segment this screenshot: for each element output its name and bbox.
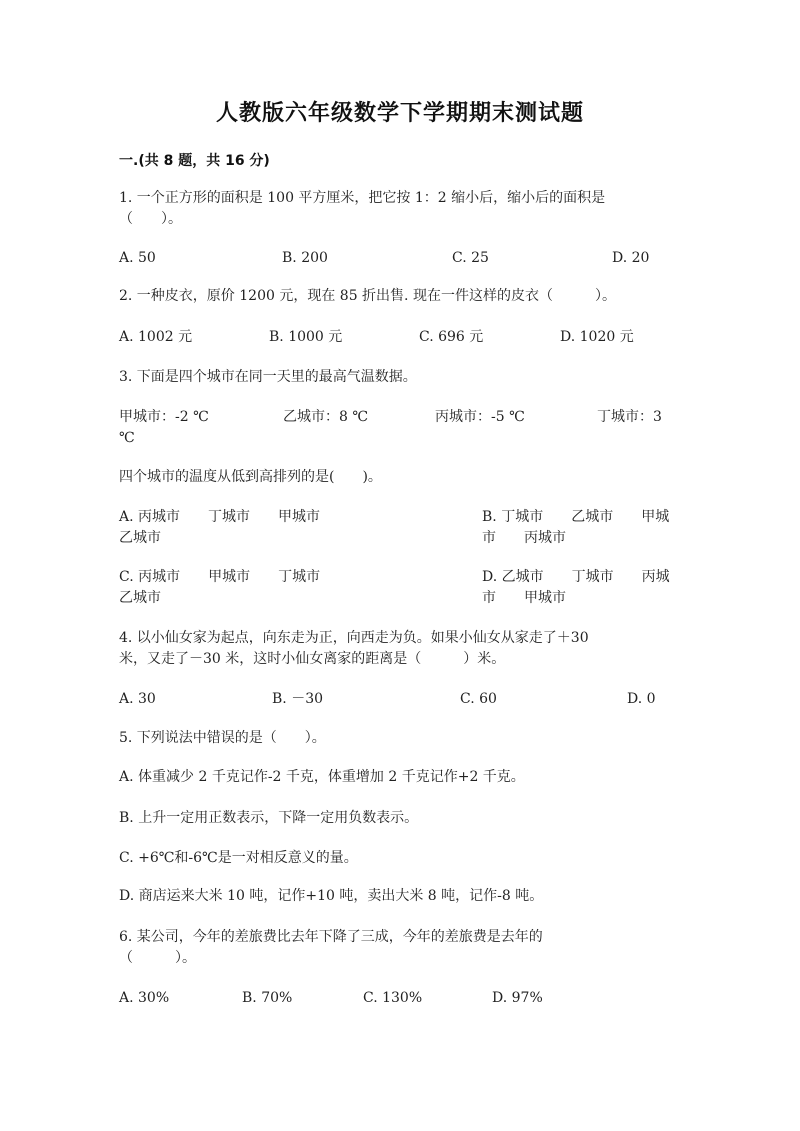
question-2-stem: 2. 一种皮衣，原价 1200 元，现在 85 折出售. 现在一件这样的皮衣（ ）。: [119, 288, 616, 304]
question-6-stem-line-2: （ ）。: [119, 950, 196, 966]
question-2-option-d[interactable]: D. 1020 元: [560, 329, 634, 345]
question-3-temp-yi: 乙城市：8 ℃: [283, 409, 369, 425]
question-5-stem: 5. 下列说法中错误的是（ ）。: [119, 730, 326, 746]
question-4-option-b[interactable]: B. －30: [272, 691, 324, 707]
question-6-option-b[interactable]: B. 70%: [242, 990, 293, 1006]
question-2-option-a[interactable]: A. 1002 元: [119, 329, 193, 345]
question-6-option-c[interactable]: C. 130%: [363, 990, 423, 1006]
question-1-option-c[interactable]: C. 25: [452, 250, 489, 266]
question-6-stem-line-1: 6. 某公司，今年的差旅费比去年下降了三成，今年的差旅费是去年的: [119, 929, 543, 945]
question-2-option-b[interactable]: B. 1000 元: [269, 329, 343, 345]
question-5-option-d[interactable]: D. 商店运来大米 10 吨，记作+10 吨，卖出大米 8 吨，记作-8 吨。: [119, 888, 544, 904]
question-1-option-d[interactable]: D. 20: [612, 250, 650, 266]
page-title: 人教版六年级数学下学期期末测试题: [215, 101, 584, 126]
question-4-option-c[interactable]: C. 60: [460, 691, 497, 707]
question-3-temp-ding-unit: ℃: [119, 430, 135, 446]
question-2-option-c[interactable]: C. 696 元: [419, 329, 484, 345]
question-1-stem-line-2: （ ）。: [119, 211, 182, 227]
question-3-temp-jia: 甲城市：-2 ℃: [119, 409, 209, 425]
question-4-option-a[interactable]: A. 30: [119, 691, 156, 707]
question-5-option-c[interactable]: C. +6℃和-6℃是一对相反意义的量。: [119, 850, 358, 866]
question-6-option-d[interactable]: D. 97%: [492, 990, 543, 1006]
question-4-stem-line-2: 米，又走了－30 米，这时小仙女离家的距离是（ ）米。: [119, 651, 506, 667]
question-1-option-b[interactable]: B. 200: [282, 250, 328, 266]
question-4-option-d[interactable]: D. 0: [627, 691, 656, 707]
question-4-stem-line-1: 4. 以小仙女家为起点，向东走为正，向西走为负。如果小仙女从家走了＋30: [119, 630, 589, 646]
question-3-option-c[interactable]: C. 丙城市 甲城市 丁城市 乙城市: [119, 569, 349, 606]
question-3-option-d[interactable]: D. 乙城市 丁城市 丙城市 甲城市: [482, 569, 670, 606]
question-3-option-a[interactable]: A. 丙城市 丁城市 甲城市 乙城市: [119, 509, 349, 546]
question-1-option-a[interactable]: A. 50: [119, 250, 156, 266]
question-5-option-a[interactable]: A. 体重减少 2 千克记作-2 千克，体重增加 2 千克记作+2 千克。: [119, 769, 525, 785]
section-header: 一.(共 8 题，共 16 分): [119, 153, 270, 169]
question-5-option-b[interactable]: B. 上升一定用正数表示，下降一定用负数表示。: [119, 810, 419, 826]
question-3-sub-stem: 四个城市的温度从低到高排列的是( )。: [119, 469, 382, 485]
question-3-stem: 3. 下面是四个城市在同一天里的最高气温数据。: [119, 369, 417, 385]
question-3-temp-bing: 丙城市：-5 ℃: [435, 409, 525, 425]
question-6-option-a[interactable]: A. 30%: [119, 990, 170, 1006]
question-1-stem-line-1: 1. 一个正方形的面积是 100 平方厘米，把它按 1：2 缩小后，缩小后的面积是: [119, 190, 606, 206]
question-3-temp-ding: 丁城市：3: [597, 409, 662, 425]
question-3-option-b[interactable]: B. 丁城市 乙城市 甲城市 丙城市: [482, 509, 670, 546]
